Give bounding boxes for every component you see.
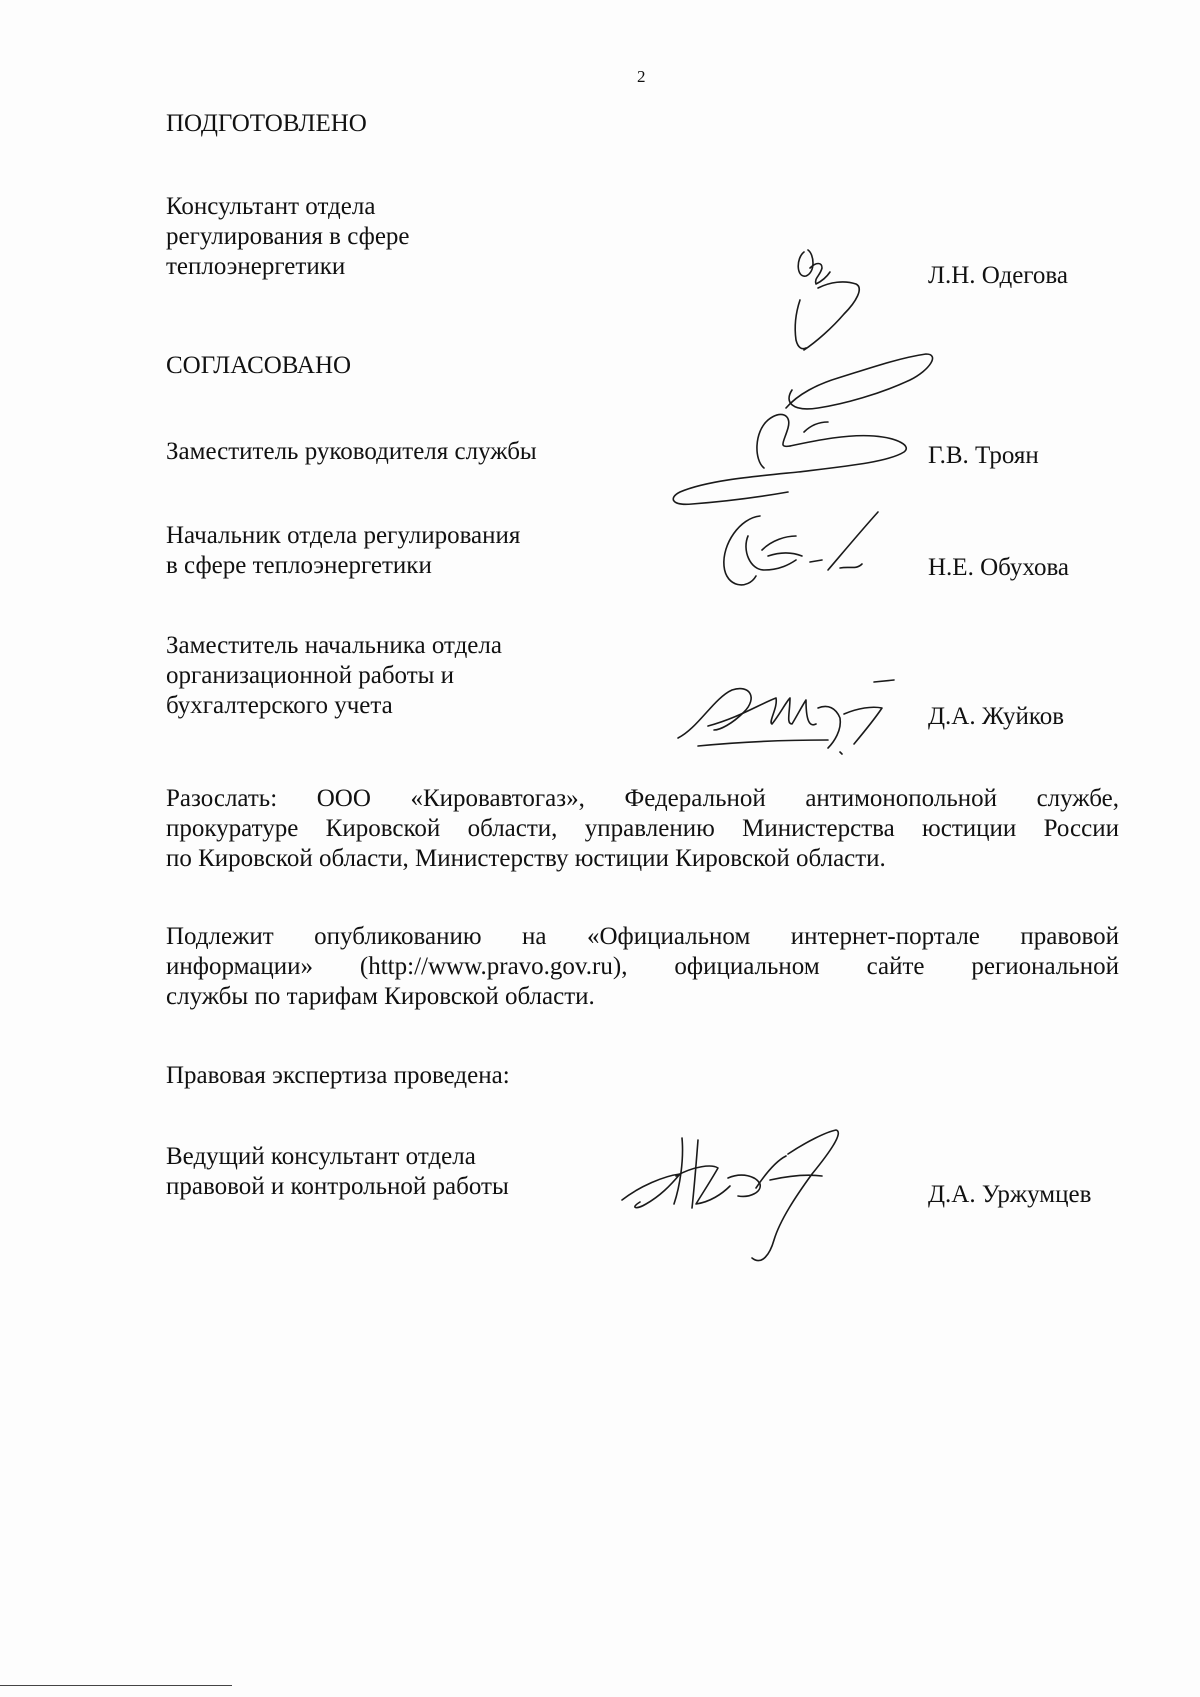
prepared-position [166, 192, 410, 282]
publication-paragraph [166, 922, 1119, 1012]
prepared-position-line: теплоэнергетики [166, 253, 346, 280]
signature-troyan [668, 350, 938, 520]
agreed-signer-3-name: Д.А. Жуйков [928, 703, 1065, 730]
legal-review-label: Правовая экспертиза проведена: [166, 1062, 510, 1089]
agreed-position-line: бухгалтерского учета [166, 692, 393, 719]
footer-rule [0, 1685, 232, 1686]
prepared-position-line: регулирования в сфере [166, 223, 410, 250]
legal-review-position-line: Ведущий консультант отдела [166, 1143, 476, 1170]
distribution-line: прокуратуре Кировской области, управлению Министерства юстиции России [166, 815, 1119, 842]
signature-urzhumtsev [610, 1130, 880, 1270]
publication-line: информации» (http://www.pravo.gov.ru), официальном сайте региональной [166, 953, 1119, 980]
legal-review-position-line: правовой и контрольной работы [166, 1173, 509, 1200]
prepared-signer-name: Л.Н. Одегова [928, 262, 1069, 289]
agreed-signer-1-position [166, 437, 537, 467]
distribution-line: Разослать: ООО «Кировавтогаз», Федеральной антимонопольной службе, [166, 785, 1119, 812]
agreed-signer-1-name: Г.В. Троян [928, 442, 1039, 469]
distribution-paragraph [166, 784, 1119, 874]
publication-line: Подлежит опубликованию на «Официальном интернет-портале правовой [166, 923, 1119, 950]
agreed-heading: СОГЛАСОВАНО [166, 352, 352, 379]
agreed-position-line: в сфере теплоэнергетики [166, 552, 432, 579]
agreed-signer-2-position [166, 521, 520, 581]
page-number: 2 [637, 67, 646, 86]
signature-zhuikov [668, 668, 908, 758]
agreed-position-line: организационной работы и [166, 662, 455, 689]
agreed-signer-2-name: Н.Е. Обухова [928, 554, 1070, 581]
prepared-position-line: Консультант отдела [166, 193, 376, 220]
legal-review-signer-name: Д.А. Уржумцев [928, 1181, 1092, 1208]
agreed-signer-3-position [166, 631, 502, 721]
publication-line: службы по тарифам Кировской области. [166, 983, 595, 1010]
distribution-line: по Кировской области, Министерству юстиции Кировской области. [166, 845, 886, 872]
agreed-position-line: Заместитель руководителя службы [166, 438, 537, 465]
agreed-position-line: Заместитель начальника отдела [166, 632, 502, 659]
signature-odegova [760, 238, 890, 353]
signature-obukhova [700, 506, 900, 596]
prepared-heading: ПОДГОТОВЛЕНО [166, 110, 367, 137]
legal-review-position [166, 1142, 509, 1202]
agreed-position-line: Начальник отдела регулирования [166, 522, 521, 549]
